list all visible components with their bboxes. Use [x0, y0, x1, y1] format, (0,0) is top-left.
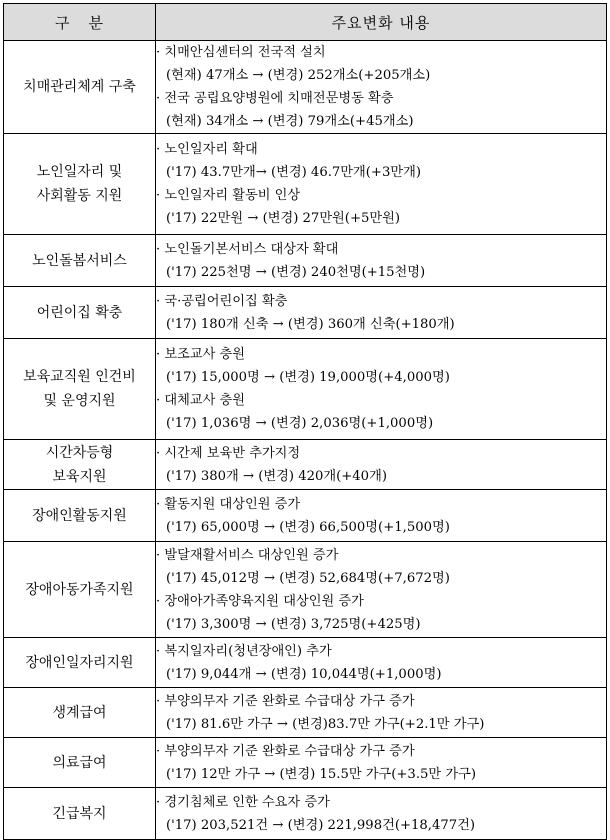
category-cell — [4, 440, 156, 490]
item-detail: ('17) 15,000명 → (변경) 19,000명(+4,000명) — [166, 370, 450, 385]
item-title: · 대체교사 충원 — [156, 393, 246, 408]
category-label: 생계급여 — [52, 704, 107, 721]
item-title: · 노인일자리 확대 — [156, 142, 258, 157]
category-cell — [4, 134, 156, 235]
item-title: · 경기침체로 인한 수요자 증가 — [156, 794, 330, 810]
table-row — [4, 339, 607, 440]
table-row — [4, 490, 607, 542]
header-row — [4, 4, 607, 41]
details-cell — [156, 440, 607, 490]
category-cell — [4, 490, 156, 542]
details-cell — [156, 688, 607, 738]
header-category-char-1: 구 — [55, 13, 71, 32]
category-label: 보육교직원 인건비 — [23, 369, 136, 385]
details-cell — [156, 41, 607, 134]
category-label: 장애인일자리지원 — [25, 654, 134, 671]
item-title: · 발달재활서비스 대상인원 증가 — [156, 547, 339, 563]
item-detail: ('17) 43.7만개→ (변경) 46.7만개(+3만개) — [166, 165, 421, 180]
category-cell — [4, 738, 156, 788]
details-cell — [156, 490, 607, 542]
category-label: 시간차등형 — [45, 444, 114, 461]
category-cell — [4, 688, 156, 738]
item-title: · 전국 공립요양병원에 치매전문병동 확충 — [156, 91, 394, 106]
item-detail: ('17) 380개 → (변경) 420개(+40개) — [166, 468, 387, 484]
details-cell — [156, 287, 607, 339]
table-row — [4, 688, 607, 738]
details-cell — [156, 339, 607, 440]
item-detail: (현재) 47개소 → (변경) 252개소(+205개소) — [166, 68, 431, 83]
item-title: · 부양의무자 기준 완화로 수급대상 가구 증가 — [156, 743, 415, 759]
item-detail: ('17) 22만원 → (변경) 27만원(+5만원) — [166, 211, 401, 226]
details-cell — [156, 788, 607, 840]
item-title: · 노인일자리 활동비 인상 — [156, 188, 301, 203]
item-title: · 부양의무자 기준 완화로 수급대상 가구 증가 — [156, 693, 415, 709]
details-cell — [156, 638, 607, 688]
category-cell — [4, 287, 156, 339]
item-detail: ('17) 3,300명 → (변경) 3,725명(+425명) — [166, 616, 421, 632]
category-cell — [4, 788, 156, 840]
category-label: 사회활동 지원 — [36, 188, 123, 204]
table-row — [4, 134, 607, 235]
item-title: · 복지일자리(청년장애인) 추가 — [156, 643, 332, 659]
table-row — [4, 738, 607, 788]
category-label: 치매관리체계 구축 — [23, 79, 136, 95]
changes-table — [3, 3, 607, 840]
category-label: 장애인활동지원 — [32, 507, 127, 524]
header-category — [4, 4, 156, 41]
category-cell — [4, 542, 156, 638]
details-cell — [156, 235, 607, 287]
item-title: · 장애아가족양육지원 대상인원 증가 — [156, 593, 364, 609]
header-changes: 주요변화 내용 — [156, 4, 607, 41]
table-row — [4, 235, 607, 287]
item-title: · 활동지원 대상인원 증가 — [156, 496, 301, 512]
table-row — [4, 440, 607, 490]
category-cell — [4, 41, 156, 134]
table-row — [4, 788, 607, 840]
details-cell — [156, 134, 607, 235]
item-title: · 시간제 보육반 추가지정 — [156, 445, 301, 461]
header-category-char-2: 분 — [88, 13, 104, 32]
table-row — [4, 41, 607, 134]
item-detail: ('17) 225천명 → (변경) 240천명(+15천명) — [166, 264, 426, 280]
details-cell — [156, 738, 607, 788]
table-row — [4, 542, 607, 638]
item-detail: ('17) 65,000명 → (변경) 66,500명(+1,500명) — [166, 519, 450, 535]
category-label: 장애아동가족지원 — [25, 581, 134, 598]
item-detail: ('17) 45,012명 → (변경) 52,684명(+7,672명) — [166, 570, 450, 586]
category-label: 의료급여 — [52, 754, 107, 771]
category-label: 보육지원 — [52, 468, 107, 485]
item-title: · 치매안심센터의 전국적 설치 — [156, 45, 326, 60]
item-detail: ('17) 9,044개 → (변경) 10,044명(+1,000명) — [166, 666, 442, 682]
category-cell — [4, 339, 156, 440]
item-detail: ('17) 180개 신축 → (변경) 360개 신축(+180개) — [166, 316, 455, 332]
item-detail: ('17) 203,521건 → (변경) 221,998건(+18,477건) — [166, 817, 476, 833]
category-cell — [4, 638, 156, 688]
item-detail: (현재) 34개소 → (변경) 79개소(+45개소) — [166, 114, 414, 129]
details-cell — [156, 542, 607, 638]
category-label: 노인돌봄서비스 — [32, 252, 127, 269]
item-detail: ('17) 1,036명 → (변경) 2,036명(+1,000명) — [166, 416, 434, 431]
category-label: 및 운영지원 — [43, 393, 116, 409]
item-title: · 국·공립어린이집 확충 — [156, 293, 288, 309]
category-label: 노인일자리 및 — [36, 164, 123, 180]
item-detail: ('17) 12만 가구 → (변경) 15.5만 가구(+3.5만 가구) — [166, 766, 476, 782]
table-row — [4, 638, 607, 688]
item-title: · 보조교사 충원 — [156, 347, 246, 362]
item-title: · 노인돌기본서비스 대상자 확대 — [156, 241, 339, 257]
category-label: 긴급복지 — [52, 805, 107, 822]
category-cell — [4, 235, 156, 287]
table-row — [4, 287, 607, 339]
category-label: 어린이집 확충 — [36, 304, 123, 321]
item-detail: ('17) 81.6만 가구 → (변경)83.7만 가구(+2.1만 가구) — [166, 716, 485, 732]
